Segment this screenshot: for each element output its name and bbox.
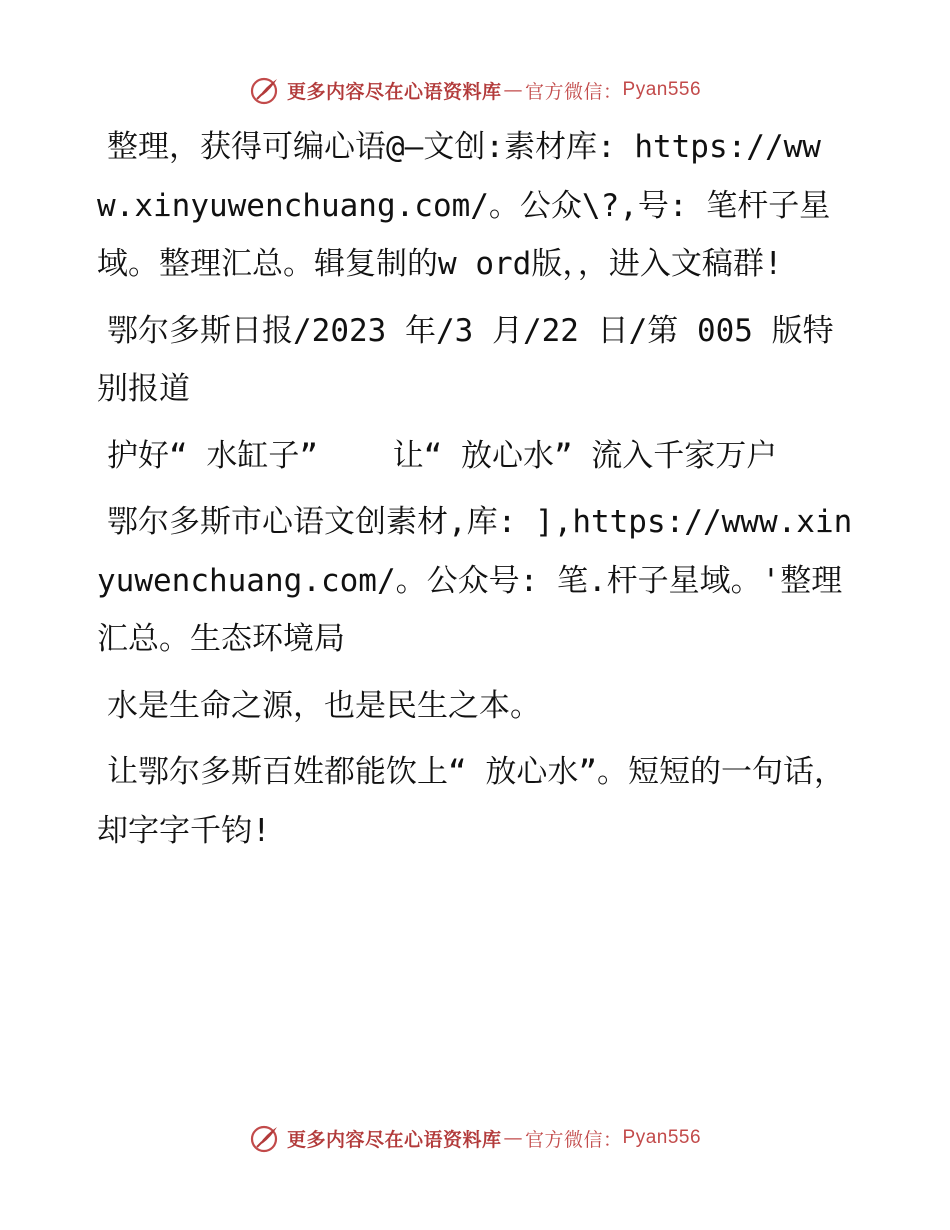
banner-separator: — (503, 1127, 523, 1149)
quill-logo-icon (249, 1121, 283, 1155)
paragraph-body-2: 让鄂尔多斯百姓都能饮上“ 放心水”。短短的一句话，却字字千钧! (97, 754, 845, 849)
footer-banner (0, 1118, 950, 1158)
quill-logo-icon (249, 73, 283, 107)
paragraph-author: 鄂尔多斯市心语文创素材,库: ],https://www.xinyuwenchuang.com/。公众号: 笔.杆子星域。'整理汇总。生态环境局 (97, 504, 853, 657)
paragraph-body-1: 水是生命之源，也是民生之本。 (107, 687, 541, 724)
banner-wechat-id: Pyan556 (622, 1127, 702, 1148)
banner-wechat-id: Pyan556 (622, 79, 702, 100)
banner-official: 官方微信 (524, 80, 603, 103)
paragraph-source: 鄂尔多斯日报/2023 年/3 月/22 日/第 005 版特别报道 (97, 312, 834, 407)
banner-brand: 更多内容尽在心语资料库 (286, 80, 502, 103)
document-body (97, 118, 857, 868)
paragraph-headline: 护好“ 水缸子” 让“ 放心水” 流入千家万户 (107, 437, 778, 474)
banner-colon: ： (603, 1128, 623, 1151)
banner-brand: 更多内容尽在心语资料库 (286, 1128, 502, 1151)
banner-colon: ： (603, 80, 623, 103)
paragraph-intro: 整理，获得可编心语@—文创:素材库: https://www.xinyuwenchuang.com/。公众\?,号: 笔杆子星域。整理汇总。辑复制的w ord版，，进入文稿群! (97, 129, 831, 282)
banner-official: 官方微信 (524, 1128, 603, 1151)
banner-separator: — (503, 79, 523, 101)
header-banner (0, 70, 950, 110)
